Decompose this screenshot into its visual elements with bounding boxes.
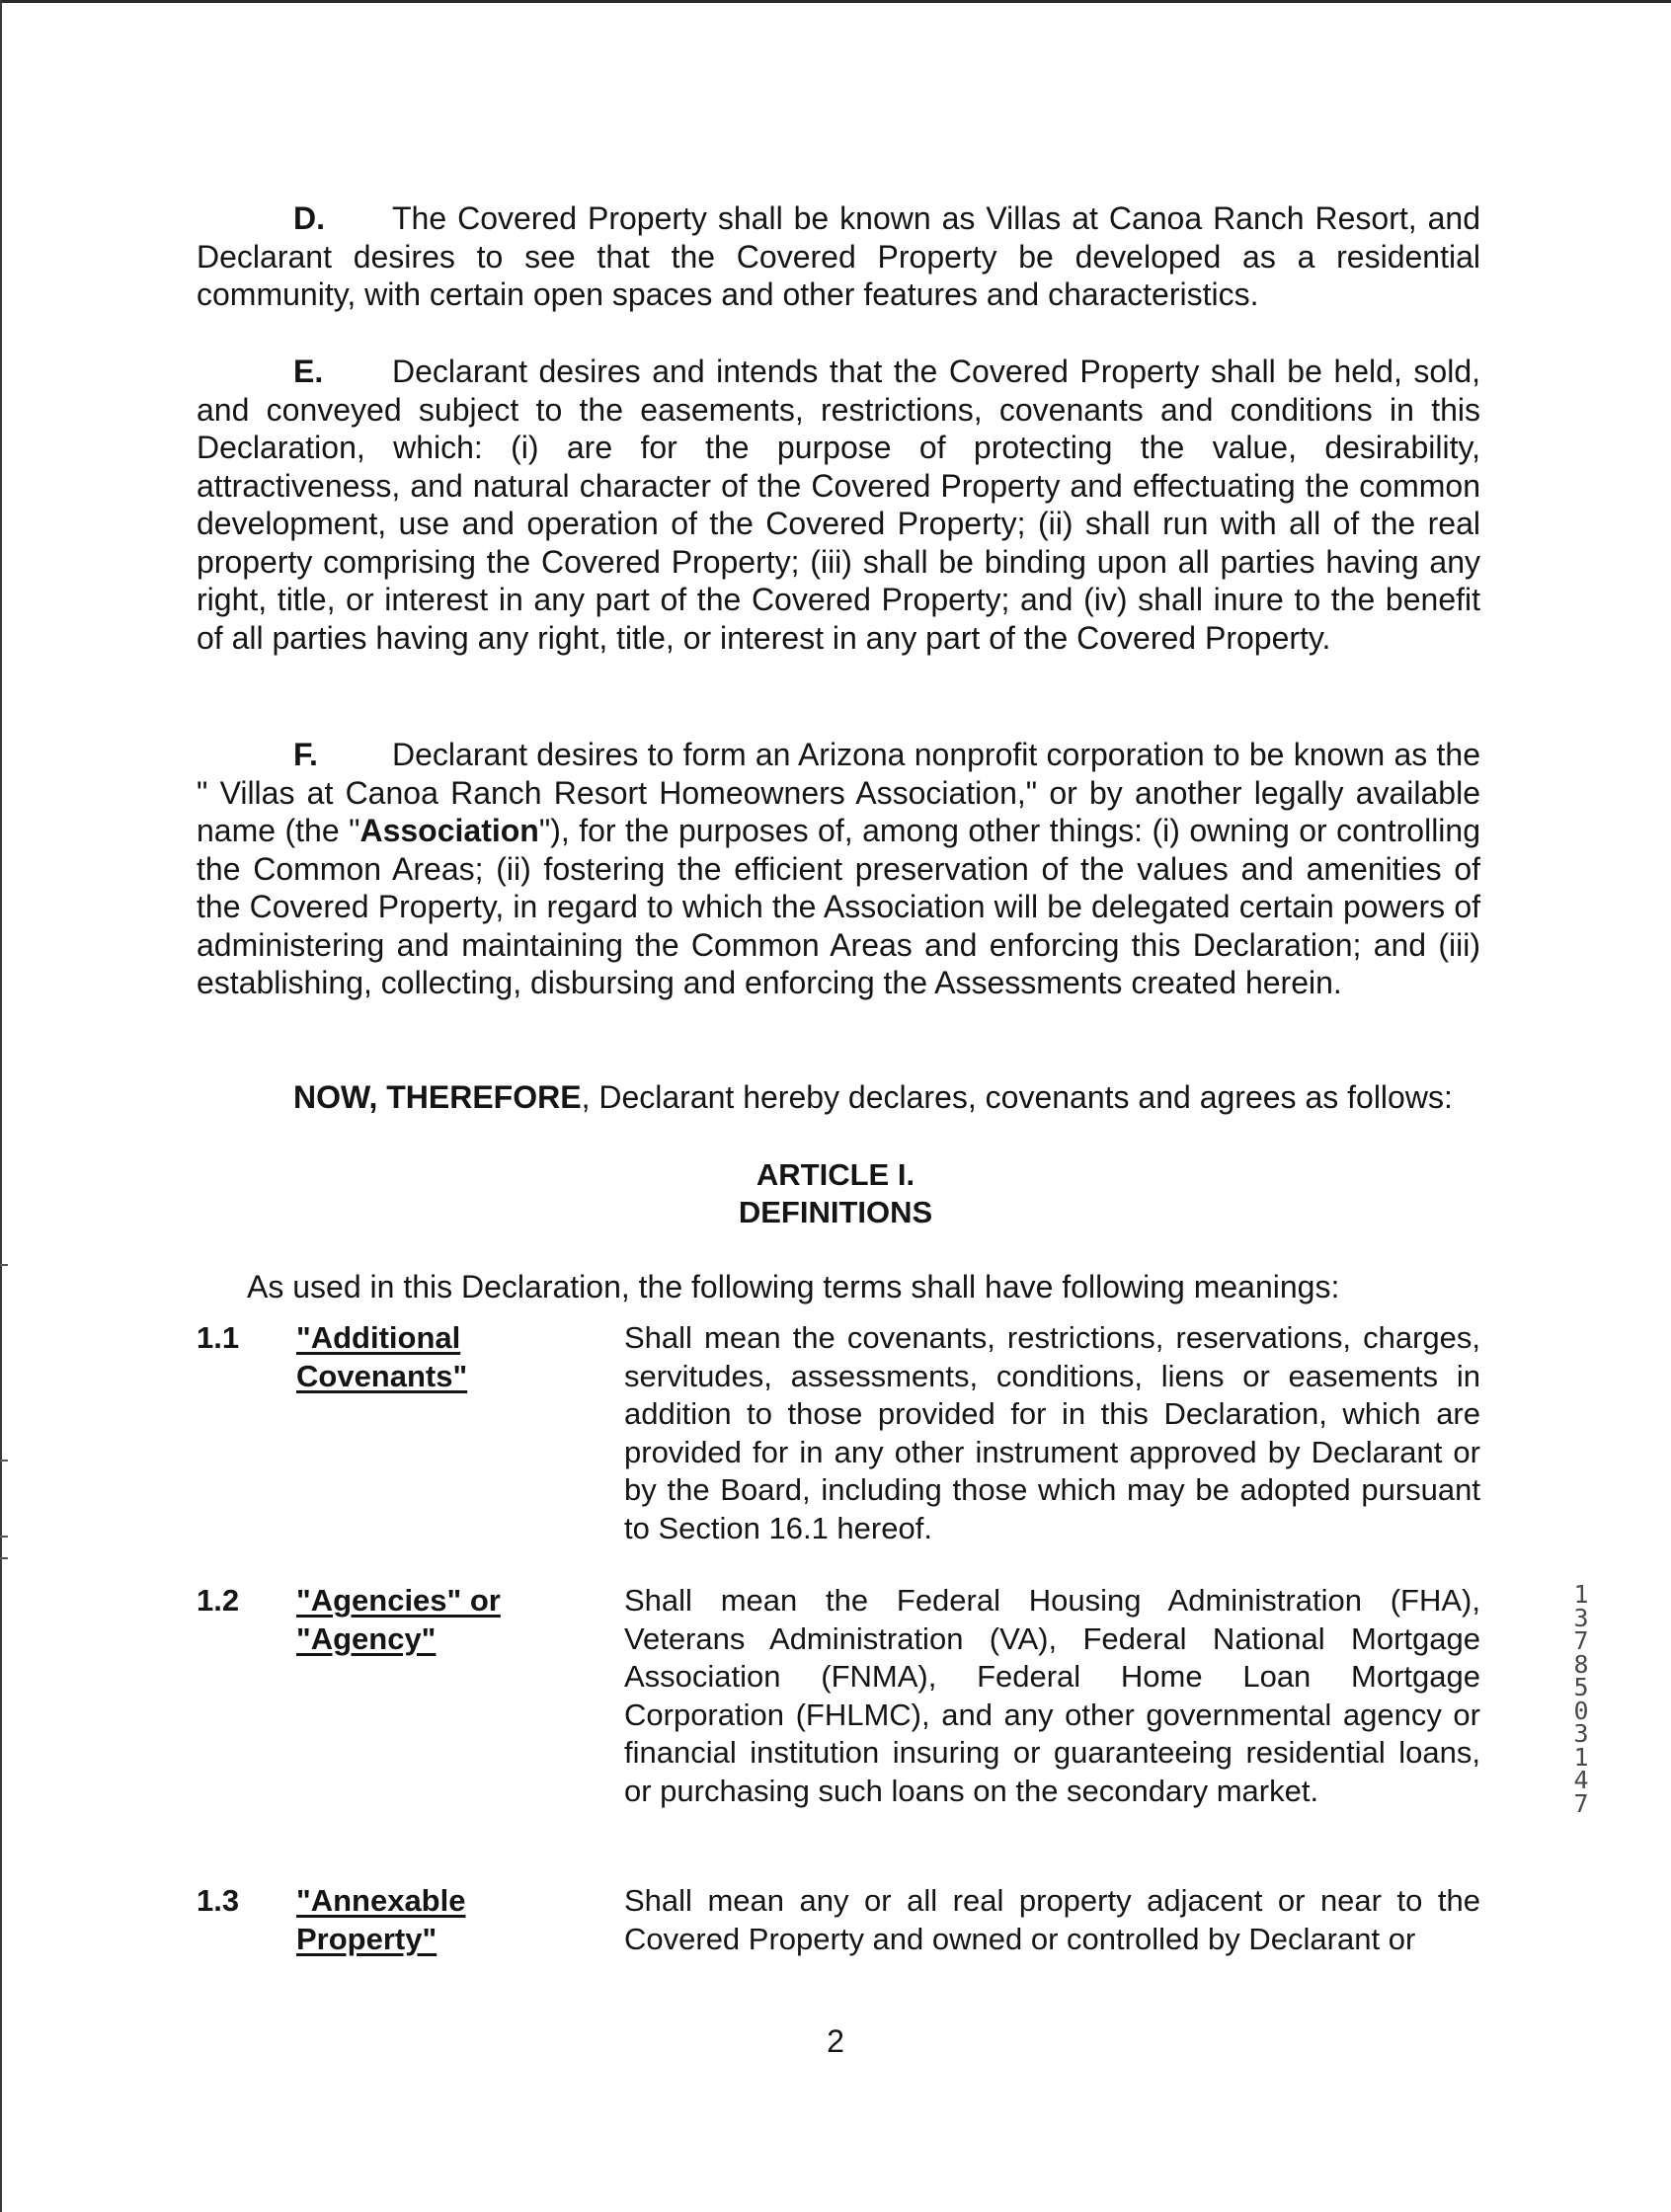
defined-term-association: Association — [359, 813, 539, 848]
definition-term-line: Property" — [296, 1921, 438, 1956]
page-number: 2 — [827, 2023, 844, 2059]
definitions-intro: As used in this Declaration, the following terms shall have following meanings: — [247, 1269, 1340, 1304]
definition-number: 1.3 — [197, 1883, 240, 1918]
recital-text: "), for the purposes of, among other things: (i) owning or controlling the Common Areas; (ii) fostering the efficient preservation of the values and amenities of the Covered Property, in regard to which the Association will be delegated certain powers of administering and maintaining the Common Areas and enforcing this Declaration; and (iii) establishing, collecting, disbursing and enforcing the Assessments created herein. — [197, 813, 1481, 1000]
scan-top-border — [0, 0, 1671, 3]
definition-number: 1.1 — [197, 1320, 240, 1355]
definition-text: Shall mean any or all real property adjacent or near to the Covered Property and owned or controlled by Declarant or — [624, 1883, 1480, 1956]
scan-mark — [0, 1264, 8, 1266]
recording-stamp: 13785 03147 — [1573, 1580, 1589, 1818]
scan-mark — [0, 1460, 8, 1462]
definition-number: 1.2 — [197, 1583, 240, 1618]
definition-term — [296, 1319, 593, 1395]
article-number: ARTICLE I. — [756, 1157, 915, 1192]
definition-term-line: Covenants" — [296, 1358, 468, 1393]
recital-paragraph-e — [197, 353, 1480, 657]
definition-term-line: "Agencies" or — [296, 1583, 501, 1618]
recital-paragraph-f — [197, 736, 1480, 1002]
recital-text: The Covered Property shall be known as Villas at Canoa Ranch Resort, and Declarant desires to see that the Covered Property be developed as a residential community, with certain open spaces and other features and characteristics. — [197, 200, 1480, 312]
definition-text: Shall mean the covenants, restrictions, reservations, charges, servitudes, assessments, conditions, liens or easements in addition to those provided for in this Declaration, which are provided for in any other instrument approved by Declarant or by the Board, including those which may be adopted pursuant to Section 16.1 hereof. — [624, 1320, 1480, 1545]
definition-term-line: "Annexable — [296, 1883, 466, 1918]
article-title: DEFINITIONS — [738, 1195, 933, 1229]
now-therefore-lead: NOW, THEREFORE — [293, 1079, 582, 1115]
scan-left-border — [0, 0, 2, 2212]
now-therefore-paragraph — [197, 1078, 1480, 1117]
scan-mark — [0, 1536, 8, 1538]
recital-text: Declarant desires to form an Arizona nonprofit corporation to be known as the " Villas at Canoa Ranch Resort Homeowners Association," or by another legally available name (the " — [197, 737, 1480, 848]
scan-mark — [0, 1557, 8, 1559]
definition-term-line: "Additional — [296, 1320, 461, 1355]
recital-text: Declarant desires and intends that the Covered Property shall be held, sold, and conveyed subject to the easements, restrictions, covenants and conditions in this Declaration, which: (i) are for the purpose of protecting the value, desirability, attractiveness, and natural character of the Covered Property and effectuating the common development, use and operation of the Covered Property; (ii) shall run with all of the real property comprising the Covered Property; (iii) shall be binding upon all parties having any right, title, or interest in any part of the Covered Property; and (iv) shall inure to the benefit of all parties having any right, title, or interest in any part of the Covered Property. — [197, 354, 1480, 656]
now-therefore-text: , Declarant hereby declares, covenants and agrees as follows: — [581, 1079, 1453, 1115]
definition-term-line: "Agency" — [296, 1620, 437, 1656]
recital-letter: D. — [293, 200, 325, 236]
recital-letter: F. — [293, 737, 318, 772]
recital-paragraph-d — [197, 199, 1480, 314]
definition-term — [296, 1882, 593, 1958]
recital-letter: E. — [293, 354, 324, 389]
definition-text: Shall mean the Federal Housing Administration (FHA), Veterans Administration (VA), Federal National Mortgage Association (FNMA), Federal Home Loan Mortgage Corporation (FHLMC), and any other governmental agency or financial institution insuring or guaranteeing residential loans, or purchasing such loans on the secondary market. — [624, 1583, 1480, 1808]
definition-term — [296, 1582, 593, 1658]
